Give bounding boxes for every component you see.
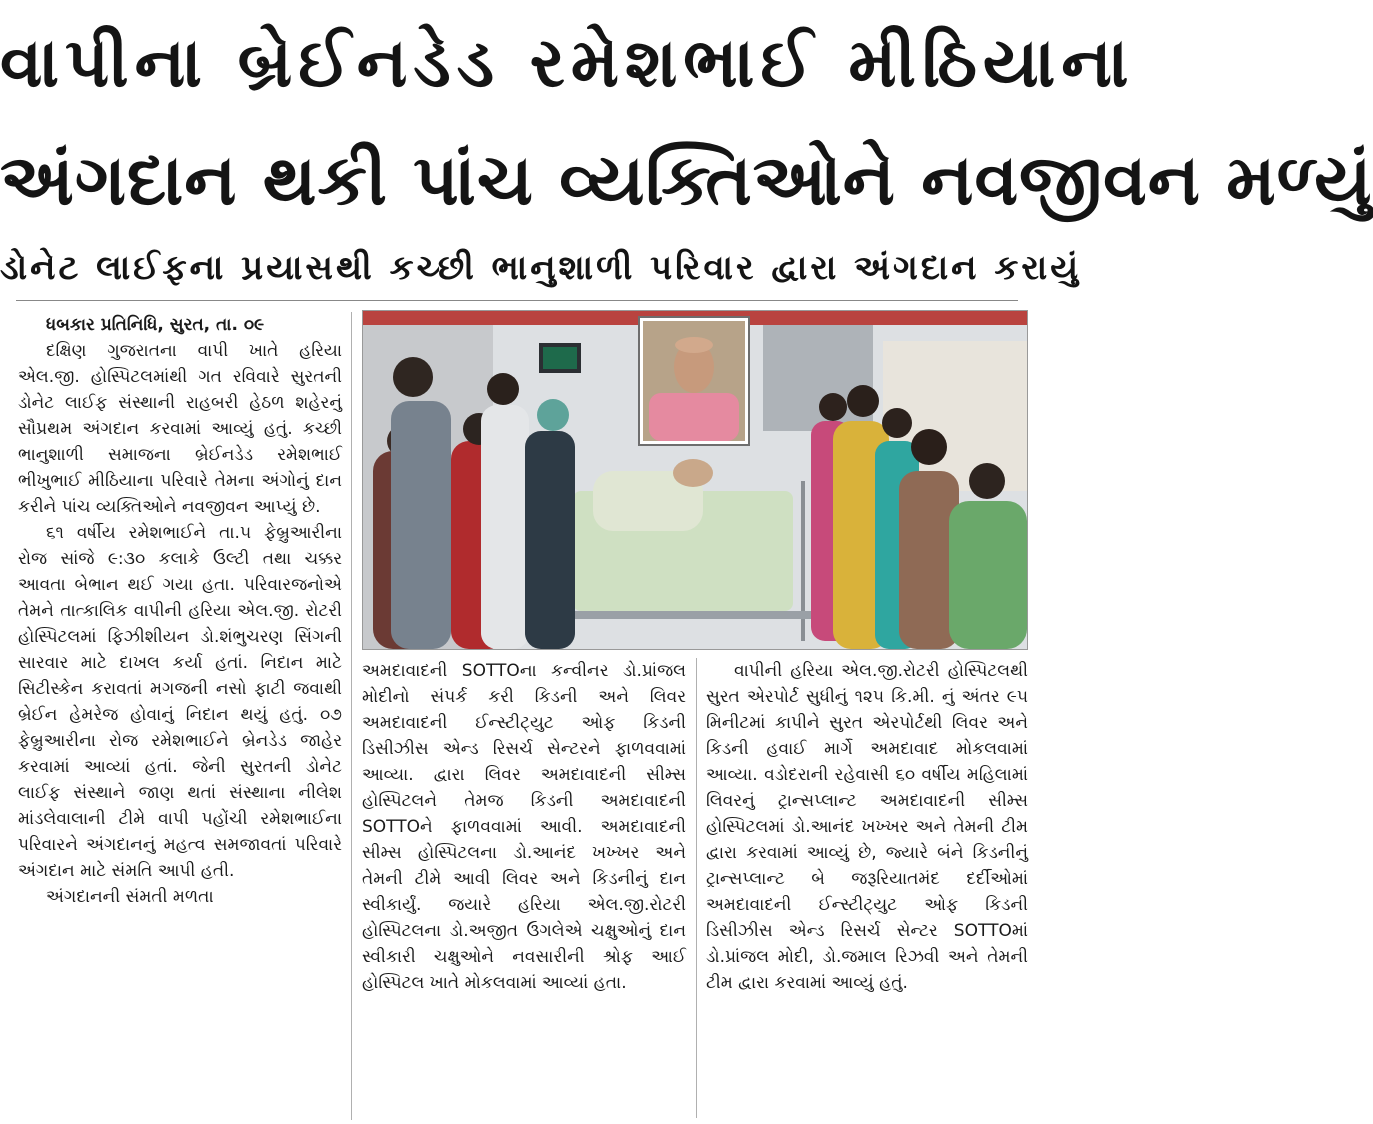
- article-paragraph: અંગદાનની સંમતી મળતા: [46, 887, 214, 907]
- headline-divider: [16, 300, 1018, 301]
- article-paragraph: ૬૧ વર્ષીય રમેશભાઈને તા.૫ ફેબ્રુઆરીના રોજ સાંજે ૯:૩૦ કલાકે ઉલ્ટી તથા ચક્કર આવતા બેભાન થઈ ગયા હતા. પરિવારજનોએ તેમને તાત્કાલિક વાપીની હરિયા એલ.જી. રોટરી હોસ્પિટલમાં ફિઝીશીયન ડો.શંભુચરણ સિંગની સારવાર માટે દાખલ કર્યા હતાં. નિદાન માટે સિટીસ્કેન કરાવતાં મગજની નસો ફાટી જવાથી બ્રેઈન હેમરેજ હોવાનું નિદાન થયું હતું. ૦૭ ફેબ્રુઆરીના રોજ રમેશભાઈને બ્રેનડેડ જાહેર કરવામાં આવ્યાં હતાં. જેની સુરતની ડોનેટ લાઈફ સંસ્થાને જાણ થતાં સંસ્થાના નીલેશ માંડલેવાલાની ટીમે વાપી પહોંચી રમેશભાઈના પરિવારને અંગદાનનું મહત્વ સમજાવતાં પરિવારે અંગદાન માટે સંમતિ આપી હતી.: [18, 523, 342, 881]
- column-divider: [351, 312, 352, 1120]
- hospital-room-illustration: [363, 311, 1027, 649]
- headline-line-1: વાપીના બ્રેઈનડેડ રમેશભાઈ મીઠિયાના: [0, 24, 1135, 103]
- byline: ધબકાર પ્રતિનિધિ, સુરત, તા. ૦૯: [46, 315, 265, 335]
- article-column-2: [362, 658, 686, 1118]
- article-column-1: [18, 312, 342, 1120]
- article-paragraph: અમદાવાદની SOTTOના કન્વીનર ડો.પ્રાંજલ મોદીનો સંપર્ક કરી કિડની અને લિવર અમદાવાદની ઈન્સ્ટીટ્યુટ ઓફ કિડની ડિસીઝીસ એન્ડ રિસર્ચ સેન્ટરને ફાળવવામાં આવ્યા. દ્વારા લિવર અમદાવાદની સીમ્સ હોસ્પિટલને તેમજ કિડની અમદાવાદની SOTTOને ફાળવવામાં આવી. અમદાવાદની સીમ્સ હોસ્પિટલના ડો.આનંદ ખખ્ખર અને તેમની ટીમે આવી લિવર અને કિડનીનું દાન સ્વીકાર્યું. જયારે હરિયા એલ.જી.રોટરી હોસ્પિટલના ડો.અજીત ઉગલેએ ચક્ષુઓનું દાન સ્વીકારી ચક્ષુઓને નવસારીની શ્રોફ આઈ હોસ્પિટલ ખાતે મોકલવામાં આવ્યાં હતા.: [362, 661, 686, 993]
- subheadline: ડોનેટ લાઈફના પ્રયાસથી કચ્છી ભાનુશાળી પરિવાર દ્વારા અંગદાન કરાયું: [0, 248, 1082, 288]
- headline-line-2: અંગદાન થકી પાંચ વ્યક્તિઓને નવજીવન મળ્યું: [0, 139, 1373, 221]
- column-divider: [696, 658, 697, 1118]
- hospital-photo: [362, 310, 1028, 650]
- article-column-3: [706, 658, 1028, 1118]
- article-paragraph: વાપીની હરિયા એલ.જી.રોટરી હોસ્પિટલથી સુરત એરપોર્ટ સુધીનું ૧૨૫ કિ.મી. નું અંતર ૯૫ મિનીટમાં કાપીને સુરત એરપોર્ટથી લિવર અને કિડની હવાઈ માર્ગે અમદાવાદ મોકલવામાં આવ્યા. વડોદરાની રહેવાસી ૬૦ વર્ષીય મહિલામાં લિવરનું ટ્રાન્સપ્લાન્ટ અમદાવાદની સીમ્સ હોસ્પિટલમાં ડો.આનંદ ખખ્ખર અને તેમની ટીમ દ્વારા કરવામાં આવ્યું છે, જ્યારે બંને કિડનીનું ટ્રાન્સપ્લાન્ટ બે જરૂરિયાતમંદ દર્દીઓમાં અમદાવાદની ઈન્સ્ટીટ્યુટ ઓફ કિડની ડિસીઝીસ એન્ડ રિસર્ચ સેન્ટર SOTTOમાં ડો.પ્રાંજલ મોદી, ડો.જમાલ રિઝવી અને તેમની ટીમ દ્વારા કરવામાં આવ્યું હતું.: [706, 661, 1028, 993]
- article-paragraph: દક્ષિણ ગુજરાતના વાપી ખાતે હરિયા એલ.જી. હોસ્પિટલમાંથી ગત રવિવારે સુરતની ડોનેટ લાઈફ સંસ્થાની રાહબરી હેઠળ શહેરનું સૌપ્રથમ અંગદાન કરવામાં આવ્યું હતું. કચ્છી ભાનુશાળી સમાજના બ્રેઈનડેડ રમેશભાઈ ભીખુભાઈ મીઠિયાના પરિવારે તેમના અંગોનું દાન કરીને પાંચ વ્યક્તિઓને નવજીવન આપ્યું છે.: [18, 341, 342, 517]
